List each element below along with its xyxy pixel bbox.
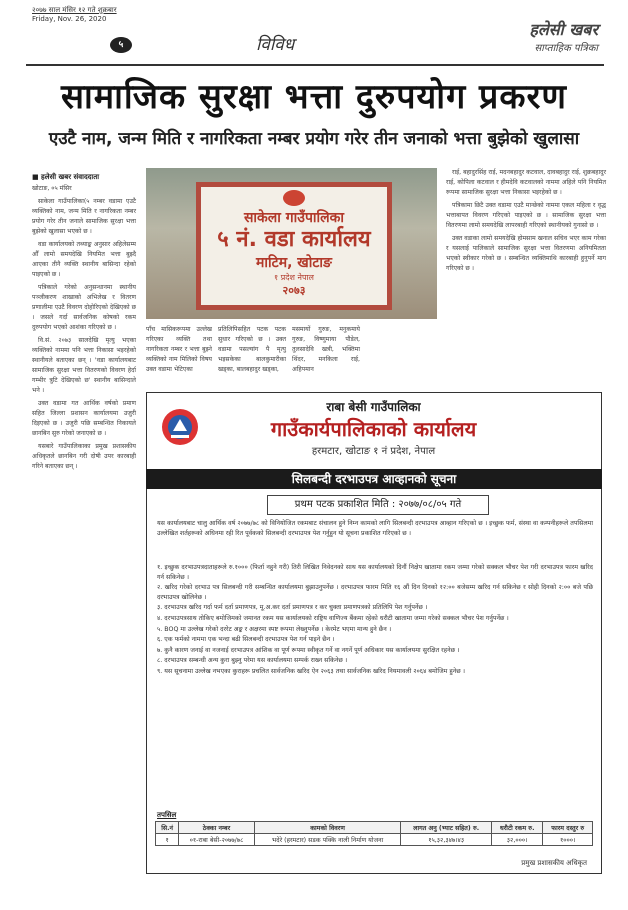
table-cell: ०१-राबा बेसी-२०७७/७८ (179, 834, 254, 846)
sign-line: २०७३ (282, 284, 306, 297)
sign-line: साकेला गाउँपालिका (243, 210, 345, 226)
list-item: ४. दरभाउपत्रसाथ तोकिए बमोजिमको जमानत रकम यस कार्यालयको राष्ट्रिय वाणिज्य बैंकमा रहेको धरौटी खातामा जम्मा गरेको सक्कल भौचर पेश गर्नुपर्नेछ । (157, 614, 509, 622)
paragraph: पत्रिकामा छिटै उक्त वडामा एउटै मान्छेको नाममा एकल महिला र वृद्ध भत्ताबापत विवरण गरिएको पाइएको छ । सामाजिक सुरक्षा भत्ता वितरणमा लामो समयदेखि लापरबाही गरिएको स्थानीयको गुनासो छ । (446, 202, 606, 229)
office-name: गाउँकार्यपालिकाको कार्यालय (270, 417, 477, 441)
table-title: तपसिल (157, 811, 177, 819)
table-cell: १५,३२,३४७।४३ (401, 834, 491, 846)
tender-notice (146, 392, 602, 874)
paragraph: वि.सं. २०७३ सालदेखि मृत्यु भएका व्यक्तिको नाममा पनि भत्ता निकासा भइरहेको स्थानीयले बताएका छन् । 'वडा कार्यालयबाट सामाजिक सुरक्षा भत्ता वितरणको विवरण हेर्दा गम्भीर त्रुटि देखिएको छ' स्थानीय बासिन्दाले भने । (32, 337, 136, 394)
brand-name: हलेसी खबर (529, 20, 598, 39)
article-right-column (446, 168, 606, 277)
signatory: प्रमुख प्रशासकीय अधिकृत (521, 859, 587, 867)
list-item: २. खरिद गरेको दरभाउ पत्र सिलबन्दी गरी सम्बन्धित कार्यालयमा बुझाउनुपर्नेछ । दरभाउपत्र फारम मिति १६ औं दिन दिनको १२:०० बजेसम्म खरिद गर्न सकिनेछ र सोही दिनको २:०० बजे पछि दरभाउपत्र खोलिनेछ । (157, 584, 593, 601)
table-header: कामको विवरण (254, 822, 401, 834)
list-item: ९. यस सूचनामा उल्लेख नभएका कुराहरू प्रचलित सार्वजनिक खरिद ऐन २०६३ तथा सार्वजनिक खरिद नियमावली २०६४ बमोजिम हुनेछ । (157, 667, 466, 675)
table-cell: ३२,०००। (491, 834, 543, 846)
masthead-date (32, 6, 117, 24)
paragraph: राई, बहादुरसिंह राई, मदनबहादुर कटवाल, दावबहादुर राई, शुक्रबहादुर राई, कोपिला कटवाल र हीमदेवि कटवालको नाममा अहिले पनि नियमित रूपमा सामाजिक सुरक्षा भत्ता निकासा भइरहेको छ । (446, 169, 606, 196)
paragraph: उक्त वडामा गत आर्थिक वर्षको प्रमाण सहित जिल्ला प्रशासन कार्यालयमा उजुरी दिइएको छ । उजुरी पछि सम्बन्धित निकायले छानबिन सुरु गरेको जनाएको छ । (32, 400, 136, 437)
table-header: लागत अनु (भ्याट सहित) रु. (401, 822, 491, 834)
table-header: ठेक्का नम्बर (179, 822, 254, 834)
list-item: ६. एक फर्मको नाममा एक भन्दा बढी सिलबन्दी दरभाउपत्र पेश गर्न पाइने छैन । (157, 636, 335, 644)
paragraph: उक्त वडाका लामो समयदेखि होमसाम खनाल सचिव भएर काम गरेका र यसलाई पालिकाले सामाजिक सुरक्षा भत्ता वितरणमा अनियमितता भएको स्वीकार गरेको छ । सम्बन्धित व्यक्तिमाथि कारबाही हुनुपर्ने माग गरिएको छ । (446, 235, 606, 272)
table-cell: १०००। (543, 834, 593, 846)
office-sign (196, 182, 392, 310)
subheadline: एउटै नाम, जन्म मिति र नागरिकता नम्बर प्रयोग गरेर तीन जनाको भत्ता बुझेको खुलासा (48, 129, 580, 149)
list-item: १. इच्छुक दरभाउपत्रदाताहरूले रु.१००० (फिर्ता नहुने गरी) तिरी लिखित निवेदनको साथ यस कार्यालयको दिनौं निक्षेप खातामा रकम जम्मा गरेको सक्कल भौचर पेश गरी दरभाउपत्र फारम खरिद गर्न सकिनेछ । (157, 564, 593, 581)
sign-line: ५ नं. वडा कार्यालय (217, 227, 371, 252)
dateline: खोटाङ, ०५ मंसिर (32, 185, 72, 192)
notice-banner: सिलबन्दी दरभाउपत्र आव्हानको सूचना (146, 469, 602, 489)
office-address: हरमटार, खोटाङ १ नं प्रदेश, नेपाल (311, 446, 436, 457)
paragraph: साकेला गाउँपालिका(५ नम्बर वडामा एउटै व्यक्तिको नाम, जन्म मिति र नागरिकता नम्बर प्रयोग गरेर तीन जनाले सामाजिक सुरक्षा भत्ता बुझेको खुलासा भएको छ । (32, 198, 136, 235)
list-item: ५. BOQ मा उल्लेख गरेको दररेट अङ्क र अक्षरमा स्पष्ट रूपमा लेख्नुपर्नेछ । केरमेट भएमा मान्य हुने छैन । (157, 625, 392, 633)
paragraph: यसबारे गाउँपालिकाका प्रमुख प्रशासकीय अधिकृतले छानबिन गरी दोषी उपर कारबाही गरिने बताएका छन् । (32, 443, 136, 470)
caption-column: मसमायों गुरुङ, मनुकमाये गुरुङ, विष्णुमाया पौडेल, तुलसादेवि खत्री, भक्तिमा थिंदर, मनकिला राई, अहिपमान (292, 326, 360, 373)
list-item: ७. कुनै कारण जनाई वा नजनाई दरभाउपत्र आंशिक वा पूर्ण रूपमा स्वीकृत गर्ने वा नगर्ने पूर्ण अधिकार यस कार्यालयमा सुरक्षित रहनेछ । (157, 646, 460, 654)
tender-table (155, 821, 593, 846)
table-cell: १ (156, 834, 179, 846)
ward-office-photo (146, 168, 437, 319)
notice-intro: यस कार्यालयबाट चालु आर्थिक वर्ष २०७७/७८ को विनियोजित रकमबाट संचालन हुने निम्न कामको लागि सिलबन्दी दरभाउपत्र आव्हान गरिएको छ । इच्छुक फर्म, संस्था वा कम्पनीहरूले तपसिलमा उल्लेखित शर्तहरूको अधिनमा रही रित पूर्वकको सिलबन्दी दरभाउपत्र पेश गर्नुहुन यो सूचना प्रकाशित गरिएको छ । (157, 520, 593, 537)
paragraph: पत्रिकाले गरेको अनुसन्धानमा स्थानीय पञ्जीकरण शाखाको अभिलेख र वितरण प्रणालीमा एउटै विवरण दोहोरिएको देखिएको छ । जसले गर्दा सार्वजनिक कोषको रकम दुरुपयोग भएको आशंका गरिएको छ । (32, 284, 136, 331)
notice-items (157, 563, 593, 678)
caption-column: प्रतिलिपिसहित पटक पटक सुधार गरिएको छ । उक्त वडामा पसल्यांग पै मृत्यु भइसकेका बालकुमारीका खड्का, बालबहादुर खड्का, (218, 326, 286, 373)
table-header-row (156, 822, 593, 834)
masthead-rule (26, 64, 604, 66)
publish-date: प्रथम पटक प्रकाशित मिति : २०७७/०८/०५ गते (267, 495, 489, 515)
table-header: सि.नं (156, 822, 179, 834)
table-header: धरौटी रकम रु. (491, 822, 543, 834)
section-name: विविध (256, 35, 295, 55)
table-header: फारम दस्तुर रु (543, 822, 593, 834)
brand-tagline: साप्ताहिक पत्रिका (534, 43, 598, 54)
date-english: Friday, Nov. 26, 2020 (32, 15, 107, 23)
paragraph: वडा कार्यालयको तथ्याङ्क अनुसार अहिलेसम्म औँ लामो समयदेखि नियमित भत्ता बुझ्दै आएका तीनै व्यक्ति स्थानीय बासिन्दा रहेको पाइएको छ । (32, 241, 136, 278)
table-row (156, 834, 593, 846)
emblem-icon (283, 190, 305, 206)
byline: ■ हलेसी खबर संवाददाता (32, 173, 100, 181)
page-number: ५ (110, 37, 132, 53)
sign-line: माटिम, खोटाङ (256, 255, 332, 271)
caption-column: पाँच मासिकरूपमा उल्लेख गरिएका व्यक्ति तथा नागरिकता नम्बर र भत्ता बुझ्ने व्यक्तिको नाम मिलिको विषय उक्त वडामा भेटिएका (146, 326, 212, 373)
table-cell: भदेरे (हरमटार) सडक पक्कि नाली निर्माण योजना (254, 834, 401, 846)
municipality-name: राबा बेसी गाउँपालिका (326, 400, 421, 414)
sign-line: १ प्रदेश नेपाल (274, 273, 314, 282)
list-item: ८. दरभाउपत्र सम्बन्धी अन्य कुरा बुझ्नु परेमा यस कार्यालयमा सम्पर्क राख्न सकिनेछ । (157, 657, 348, 665)
list-item: ३. दरभाउपत्र खरिद गर्दा फर्म दर्ता प्रमाणपत्र, मू.अ.कर दर्ता प्रमाणपत्र र कर चुक्ता प्रमाणपत्रको प्रतिलिपि पेश गर्नुपर्नेछ । (157, 604, 428, 612)
article-left-column (32, 172, 136, 475)
date-nepali: २०७७ साल मंसिर १२ गते शुक्रबार (32, 6, 117, 14)
brand-logo (529, 18, 598, 54)
headline: सामाजिक सुरक्षा भत्ता दुरुपयोग प्रकरण (60, 77, 567, 117)
